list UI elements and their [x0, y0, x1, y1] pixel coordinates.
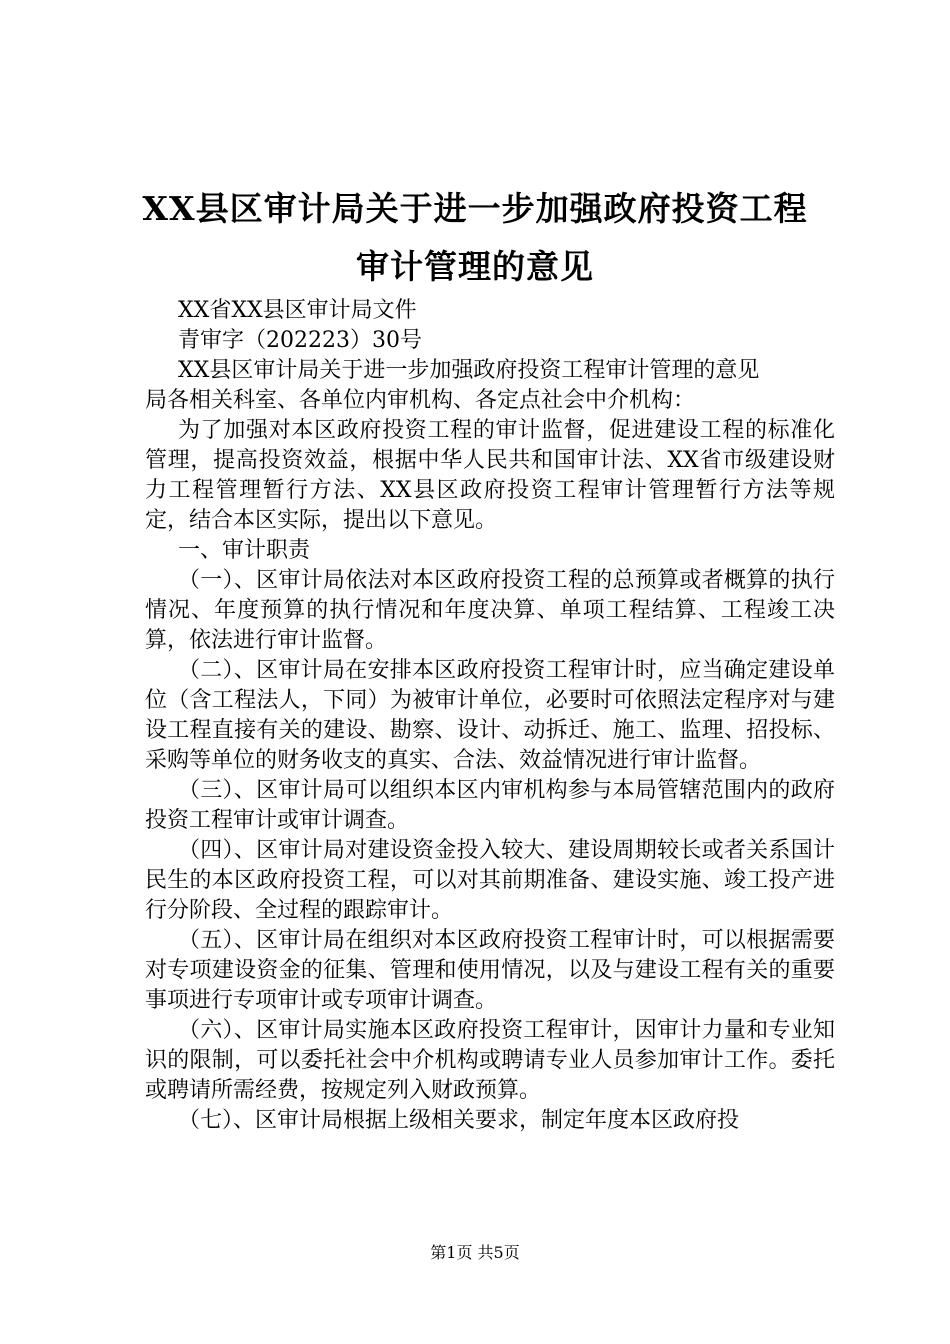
clause-7: （七）、区审计局根据上级相关要求，制定年度本区政府投 — [178, 1108, 740, 1133]
clause-6: （六）、区审计局实施本区政府投资工程审计，因审计力量和专业知识的限制，可以委托社会中介机构或聘请专业人员参加审计工作。委托或聘请所需经费，按规定列入财政预算。 — [145, 1018, 835, 1103]
section-heading: 一、审计职责 — [178, 538, 311, 563]
issuer-line: XX省XX县区审计局文件 — [178, 298, 417, 323]
clause-3: （三）、区审计局可以组织本区内审机构参与本局管辖范围内的政府投资工程审计或审计调查。 — [145, 778, 835, 833]
document-subject: XX县区审计局关于进一步加强政府投资工程审计管理的意见 — [178, 358, 760, 383]
page-number-footer: 第1页 共5页 — [430, 1243, 520, 1262]
intro-paragraph: 为了加强对本区政府投资工程的审计监督，促进建设工程的标准化管理，提高投资效益，根据中华人民共和国审计法、XX省市级建设财力工程管理暂行方法、XX县区政府投资工程审计管理暂行方法等规定，结合本区实际，提出以下意见。 — [145, 418, 835, 533]
document-title-line-1: XX县区审计局关于进一步加强政府投资工程 — [142, 189, 808, 228]
clause-4: （四）、区审计局对建设资金投入较大、建设周期较长或者关系国计民生的本区政府投资工程，可以对其前期准备、建设实施、竣工投产进行分阶段、全过程的跟踪审计。 — [145, 838, 835, 923]
document-number: 青审字（202223）30号 — [178, 328, 422, 353]
clause-1: （一）、区审计局依法对本区政府投资工程的总预算或者概算的执行情况、年度预算的执行情况和年度决算、单项工程结算、工程竣工决算，依法进行审计监督。 — [145, 568, 835, 653]
clause-5: （五）、区审计局在组织对本区政府投资工程审计时，可以根据需要对专项建设资金的征集、管理和使用情况，以及与建设工程有关的重要事项进行专项审计或专项审计调查。 — [145, 928, 835, 1013]
clause-2: （二）、区审计局在安排本区政府投资工程审计时，应当确定建设单位（含工程法人，下同）为被审计单位，必要时可依照法定程序对与建设工程直接有关的建设、勘察、设计、动拆迁、施工、监理、招投标、采购等单位的财务收支的真实、合法、效益情况进行审计监督。 — [145, 658, 835, 773]
addressees: 局各相关科室、各单位内审机构、各定点社会中介机构： — [145, 388, 696, 413]
document-body — [145, 296, 835, 1136]
document-title-line-2: 审计管理的意见 — [356, 247, 594, 286]
